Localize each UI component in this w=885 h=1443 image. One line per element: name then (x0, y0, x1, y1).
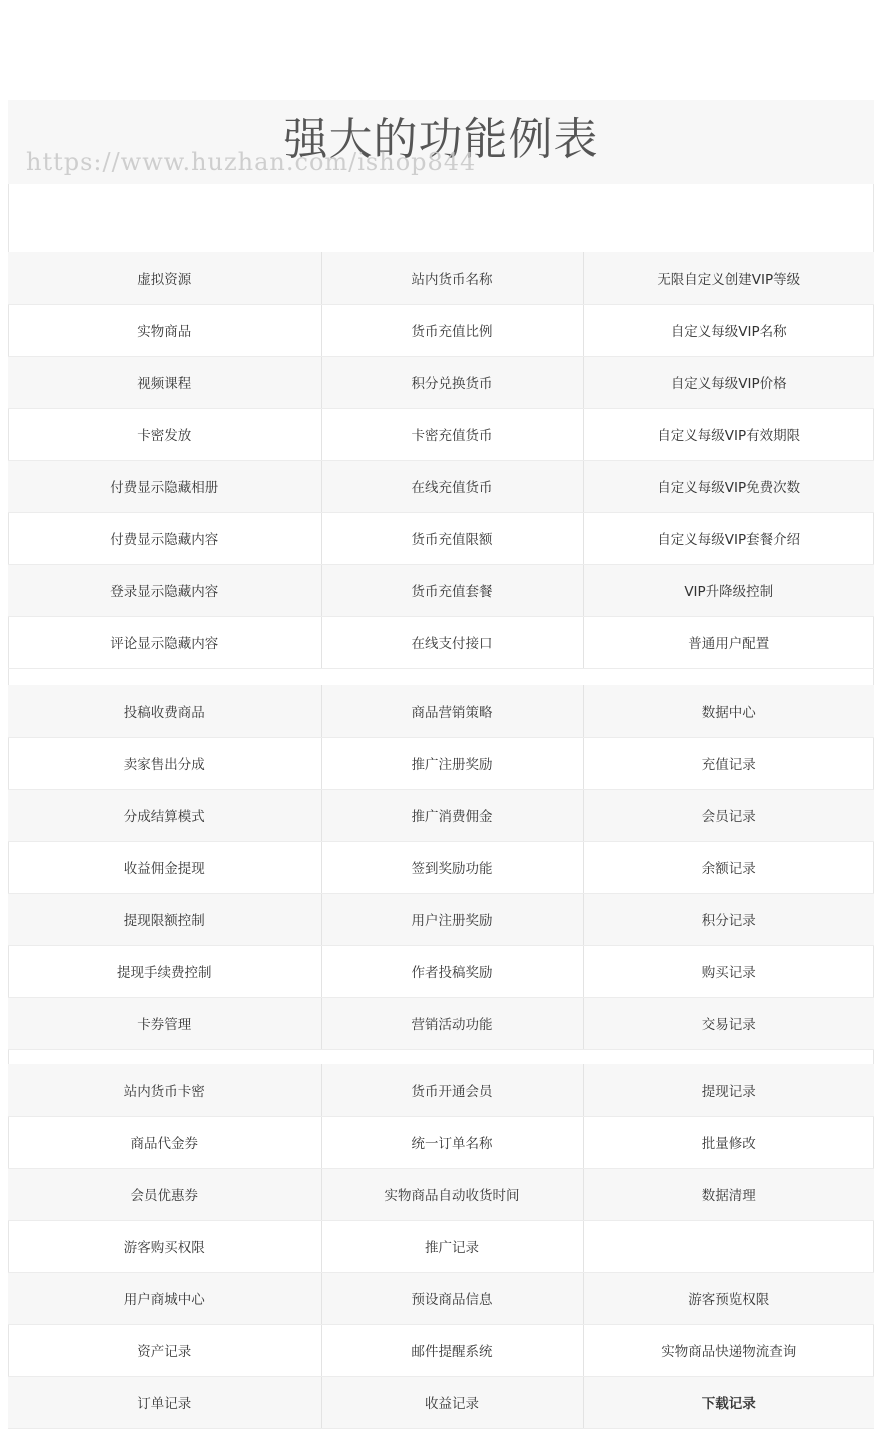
feature-cell: 普通用户配置 (583, 616, 874, 668)
feature-row (8, 1272, 874, 1324)
feature-row (8, 512, 874, 564)
feature-cell: 收益佣金提现 (8, 841, 321, 893)
feature-cell: 商品代金券 (8, 1116, 321, 1168)
feature-cell: 自定义每级VIP有效期限 (583, 408, 874, 460)
feature-cell: 会员记录 (583, 789, 874, 841)
feature-cell: 充值记录 (583, 737, 874, 789)
feature-cell: 登录显示隐藏内容 (8, 564, 321, 616)
feature-cell: 推广记录 (321, 1220, 583, 1272)
feature-cell: 实物商品 (8, 304, 321, 356)
feature-cell: 邮件提醒系统 (321, 1324, 583, 1376)
feature-cell: 作者投稿奖励 (321, 945, 583, 997)
feature-cell: 游客预览权限 (583, 1272, 874, 1324)
feature-cell: 订单记录 (8, 1376, 321, 1428)
feature-table-section-1 (8, 252, 874, 669)
feature-cell: 分成结算模式 (8, 789, 321, 841)
feature-cell: 购买记录 (583, 945, 874, 997)
feature-row (8, 1376, 874, 1428)
feature-cell: 数据中心 (583, 685, 874, 737)
feature-cell: 推广消费佣金 (321, 789, 583, 841)
feature-cell: 在线充值货币 (321, 460, 583, 512)
feature-cell: 积分记录 (583, 893, 874, 945)
feature-row (8, 1168, 874, 1220)
watermark: https://www.huzhan.com/ishop844 (26, 148, 477, 176)
feature-cell: 货币开通会员 (321, 1064, 583, 1116)
feature-cell: 卡密发放 (8, 408, 321, 460)
feature-cell: VIP升降级控制 (583, 564, 874, 616)
feature-row (8, 616, 874, 668)
feature-cell: 批量修改 (583, 1116, 874, 1168)
feature-cell (583, 1220, 874, 1272)
feature-row (8, 893, 874, 945)
feature-row (8, 1324, 874, 1376)
feature-row (8, 408, 874, 460)
page-title: 强大的功能例表 (283, 114, 599, 165)
feature-cell: 交易记录 (583, 997, 874, 1049)
feature-cell: 收益记录 (321, 1376, 583, 1428)
feature-cell: 游客购买权限 (8, 1220, 321, 1272)
feature-row (8, 945, 874, 997)
feature-cell: 用户注册奖励 (321, 893, 583, 945)
feature-cell: 统一订单名称 (321, 1116, 583, 1168)
feature-cell: 卡券管理 (8, 997, 321, 1049)
feature-cell: 余额记录 (583, 841, 874, 893)
feature-row (8, 564, 874, 616)
feature-row (8, 1116, 874, 1168)
feature-table-section-2 (8, 685, 874, 1050)
feature-cell: 用户商城中心 (8, 1272, 321, 1324)
feature-cell: 货币充值套餐 (321, 564, 583, 616)
feature-cell: 提现记录 (583, 1064, 874, 1116)
feature-cell: 预设商品信息 (321, 1272, 583, 1324)
feature-cell: 提现手续费控制 (8, 945, 321, 997)
feature-row (8, 841, 874, 893)
feature-row (8, 737, 874, 789)
feature-cell: 自定义每级VIP套餐介绍 (583, 512, 874, 564)
feature-cell: 实物商品自动收货时间 (321, 1168, 583, 1220)
feature-cell: 自定义每级VIP价格 (583, 356, 874, 408)
feature-cell: 自定义每级VIP名称 (583, 304, 874, 356)
feature-cell: 站内货币卡密 (8, 1064, 321, 1116)
feature-cell: 卖家售出分成 (8, 737, 321, 789)
feature-cell: 营销活动功能 (321, 997, 583, 1049)
feature-cell: 货币充值比例 (321, 304, 583, 356)
feature-cell: 商品营销策略 (321, 685, 583, 737)
feature-cell: 积分兑换货币 (321, 356, 583, 408)
feature-cell: 货币充值限额 (321, 512, 583, 564)
feature-cell: 卡密充值货币 (321, 408, 583, 460)
feature-cell: 签到奖励功能 (321, 841, 583, 893)
feature-cell: 投稿收费商品 (8, 685, 321, 737)
feature-cell: 自定义每级VIP免费次数 (583, 460, 874, 512)
feature-cell: 实物商品快递物流查询 (583, 1324, 874, 1376)
feature-row (8, 356, 874, 408)
feature-cell: 付费显示隐藏相册 (8, 460, 321, 512)
feature-cell: 付费显示隐藏内容 (8, 512, 321, 564)
feature-table-section-3 (8, 1064, 874, 1429)
feature-row (8, 685, 874, 737)
feature-cell: 资产记录 (8, 1324, 321, 1376)
feature-row (8, 1064, 874, 1116)
feature-cell: 提现限额控制 (8, 893, 321, 945)
feature-cell: 会员优惠券 (8, 1168, 321, 1220)
feature-cell: 虚拟资源 (8, 252, 321, 304)
feature-cell: 在线支付接口 (321, 616, 583, 668)
feature-row (8, 252, 874, 304)
feature-row (8, 1220, 874, 1272)
feature-row (8, 460, 874, 512)
feature-row (8, 789, 874, 841)
feature-cell: 推广注册奖励 (321, 737, 583, 789)
feature-cell: 视频课程 (8, 356, 321, 408)
feature-cell: 站内货币名称 (321, 252, 583, 304)
feature-cell: 评论显示隐藏内容 (8, 616, 321, 668)
feature-row (8, 997, 874, 1049)
feature-cell: 无限自定义创建VIP等级 (583, 252, 874, 304)
feature-cell: 下载记录 (583, 1376, 874, 1428)
feature-cell: 数据清理 (583, 1168, 874, 1220)
feature-row (8, 304, 874, 356)
